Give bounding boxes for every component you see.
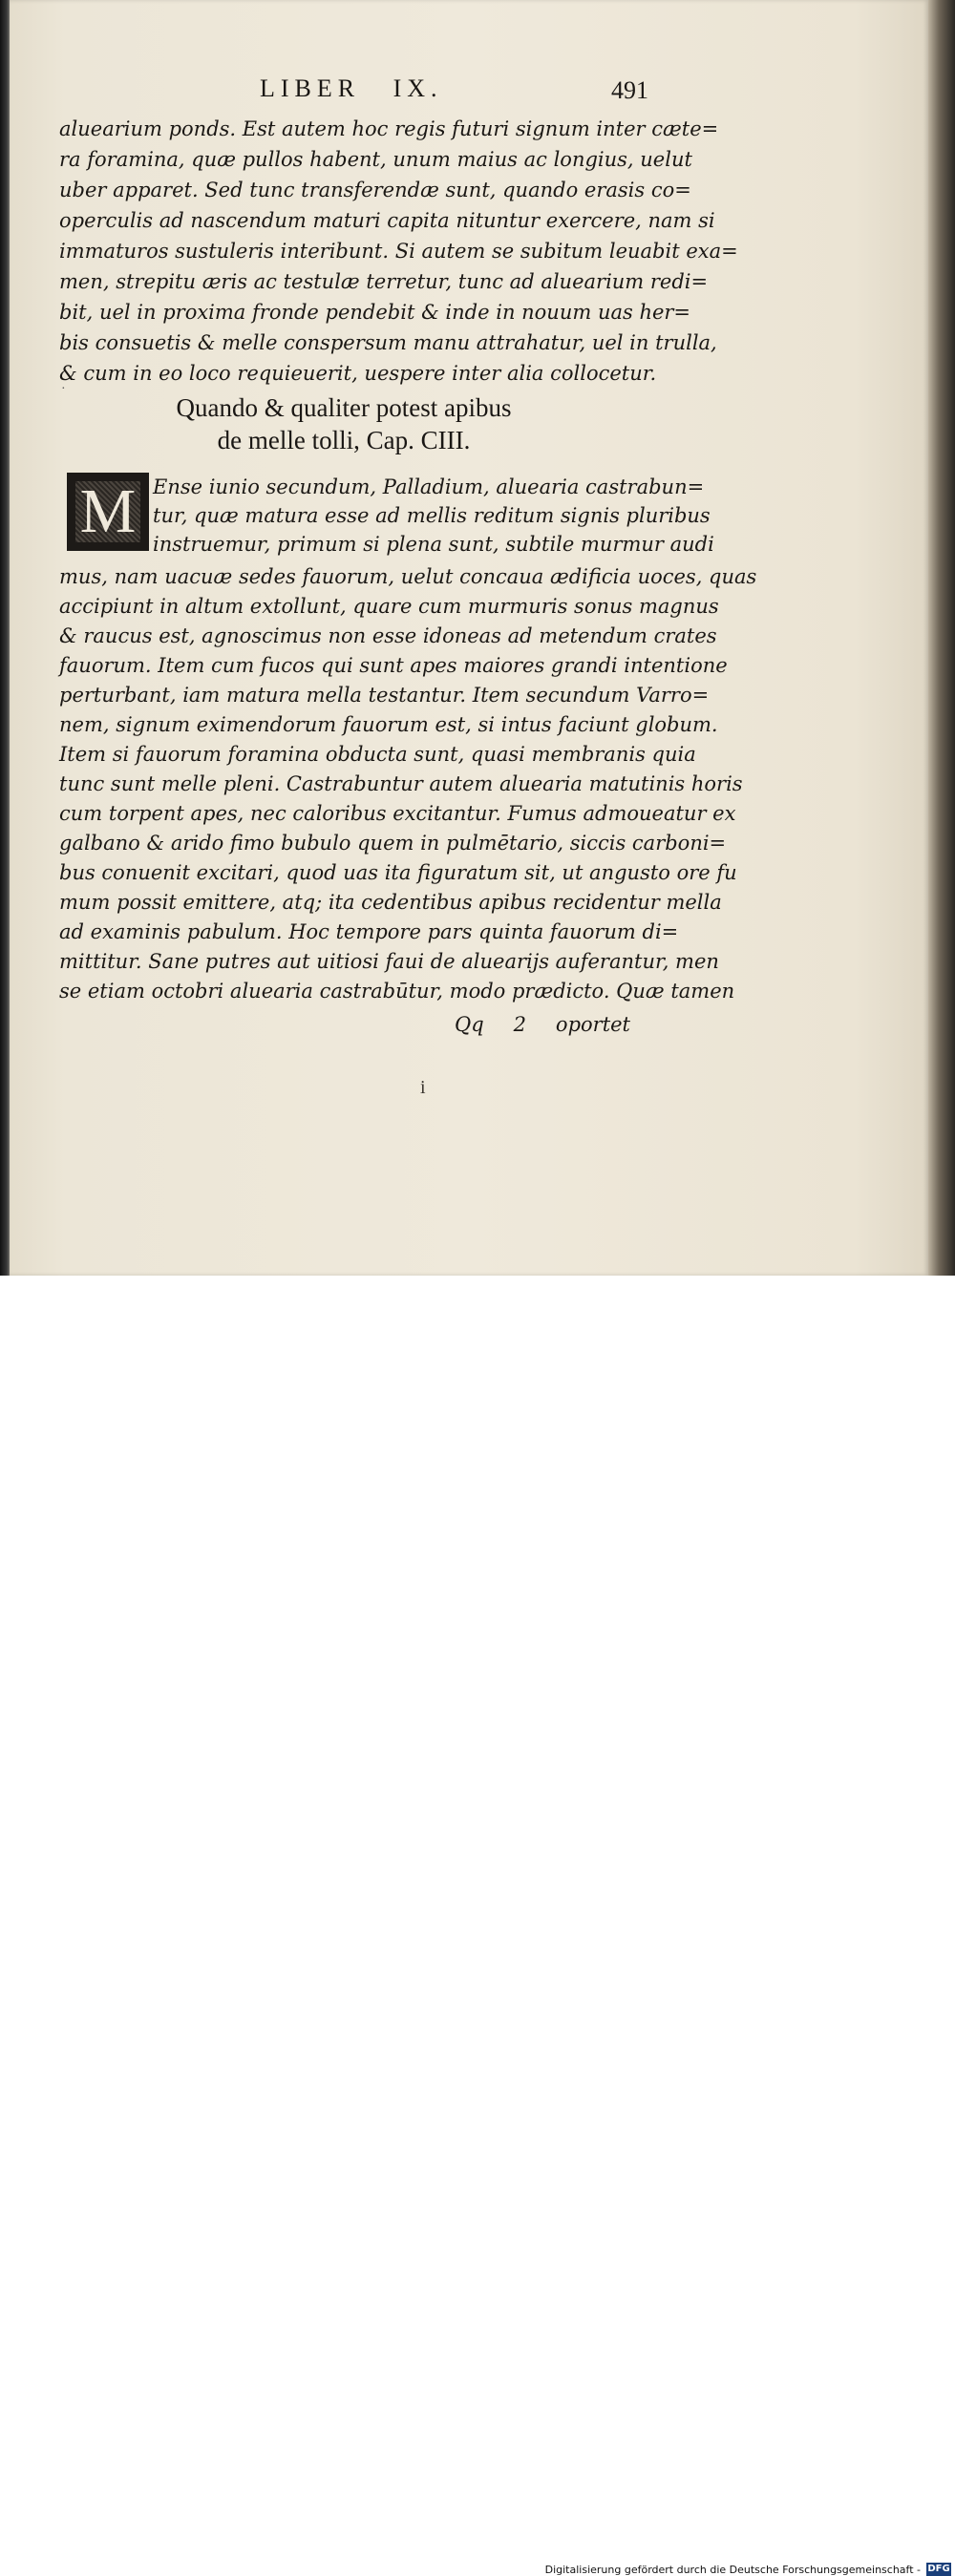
bottom-tick-mark: i xyxy=(420,1077,426,1098)
book-page xyxy=(10,0,928,1276)
text-line: & cum in eo loco requieuerit, uespere inter alia collocetur. xyxy=(59,362,657,385)
right-page-edge xyxy=(928,0,955,1276)
text-line: tur, quæ matura esse ad mellis reditum signis pluribus xyxy=(153,504,711,527)
chapter-heading-line-2: de melle tolli, Cap. CIII. xyxy=(217,426,471,454)
decorated-initial xyxy=(67,473,149,551)
chapter-heading-line-1: Quando & qualiter potest apibus xyxy=(176,393,512,422)
margin-mark: · xyxy=(61,382,66,396)
dfg-logo-icon: DFG xyxy=(927,2564,950,2574)
text-line: ad examinis pabulum. Hoc tempore pars quinta fauorum di= xyxy=(59,920,679,943)
text-line: accipiunt in altum extollunt, quare cum murmuris sonus magnus xyxy=(59,595,719,618)
text-line: nem, signum eximendorum fauorum est, si intus faciunt globum. xyxy=(59,713,718,736)
text-line: bit, uel in proxima fronde pendebit & inde in nouum uas her= xyxy=(59,301,691,324)
text-line: perturbant, iam matura mella testantur. Item secundum Varro= xyxy=(59,684,710,707)
text-line: operculis ad nascendum maturi capita nituntur exercere, nam si xyxy=(59,209,715,232)
text-line: Item si fauorum foramina obducta sunt, quasi membranis quia xyxy=(59,743,696,766)
text-line: Ense iunio secundum, Palladium, aluearia castrabun= xyxy=(153,475,705,498)
text-line: bus conuenit excitari, quod uas ita figuratum sit, ut angusto ore fu xyxy=(59,861,737,884)
text-line: bis consuetis & melle conspersum manu attrahatur, uel in trulla, xyxy=(59,331,717,354)
running-head xyxy=(260,74,479,103)
text-line: ra foramina, quæ pullos habent, unum maius ac longius, uelut xyxy=(59,148,692,171)
running-head-liber: LIBER xyxy=(260,74,361,102)
text-line: fauorum. Item cum fucos qui sunt apes maiores grandi intentione xyxy=(59,654,728,677)
text-line: cum torpent apes, nec caloribus excitantur. Fumus admoueatur ex xyxy=(59,802,736,825)
running-head-book-number: IX. xyxy=(393,74,443,102)
text-line: instruemur, primum si plena sunt, subtile murmur audi xyxy=(153,533,714,556)
text-line: aluearium ponds. Est autem hoc regis futuri signum inter cæte= xyxy=(59,117,719,140)
text-line: mittitur. Sane putres aut uitiosi faui de aluearijs auferantur, men xyxy=(59,950,719,973)
chapter-heading xyxy=(105,391,583,456)
signature-number: 2 xyxy=(513,1013,526,1036)
text-line: immaturos sustuleris interibunt. Si autem se subitum leuabit exa= xyxy=(59,240,738,263)
catchword-line xyxy=(455,1010,630,1039)
funding-credit: Digitalisierung gefördert durch die Deutsche Forschungsgemeinschaft - xyxy=(544,2564,921,2576)
text-line: tunc sunt melle pleni. Castrabuntur autem aluearia matutinis horis xyxy=(59,772,743,795)
text-line: men, strepitu æris ac testulæ terretur, tunc ad aluearium redi= xyxy=(59,270,709,293)
signature-mark: Qq xyxy=(455,1013,484,1036)
text-line: uber apparet. Sed tunc transferendæ sunt, quando erasis co= xyxy=(59,179,691,201)
text-line: se etiam octobri aluearia castrabūtur, modo prædicto. Quæ tamen xyxy=(59,980,735,1003)
text-line: galbano & arido fimo bubulo quem in pulmētario, siccis carboni= xyxy=(59,832,727,855)
footer-bar xyxy=(0,1276,955,2576)
text-line: mum possit emittere, atq; ita cedentibus apibus recidentur mella xyxy=(59,891,722,914)
text-line: mus, nam uacuæ sedes fauorum, uelut concaua ædificia uoces, quas xyxy=(59,565,757,588)
catchword: oportet xyxy=(555,1013,630,1036)
text-line: & raucus est, agnoscimus non esse idoneas ad metendum crates xyxy=(59,624,717,647)
initial-letter: M xyxy=(75,481,140,542)
page-number: 491 xyxy=(611,76,648,104)
